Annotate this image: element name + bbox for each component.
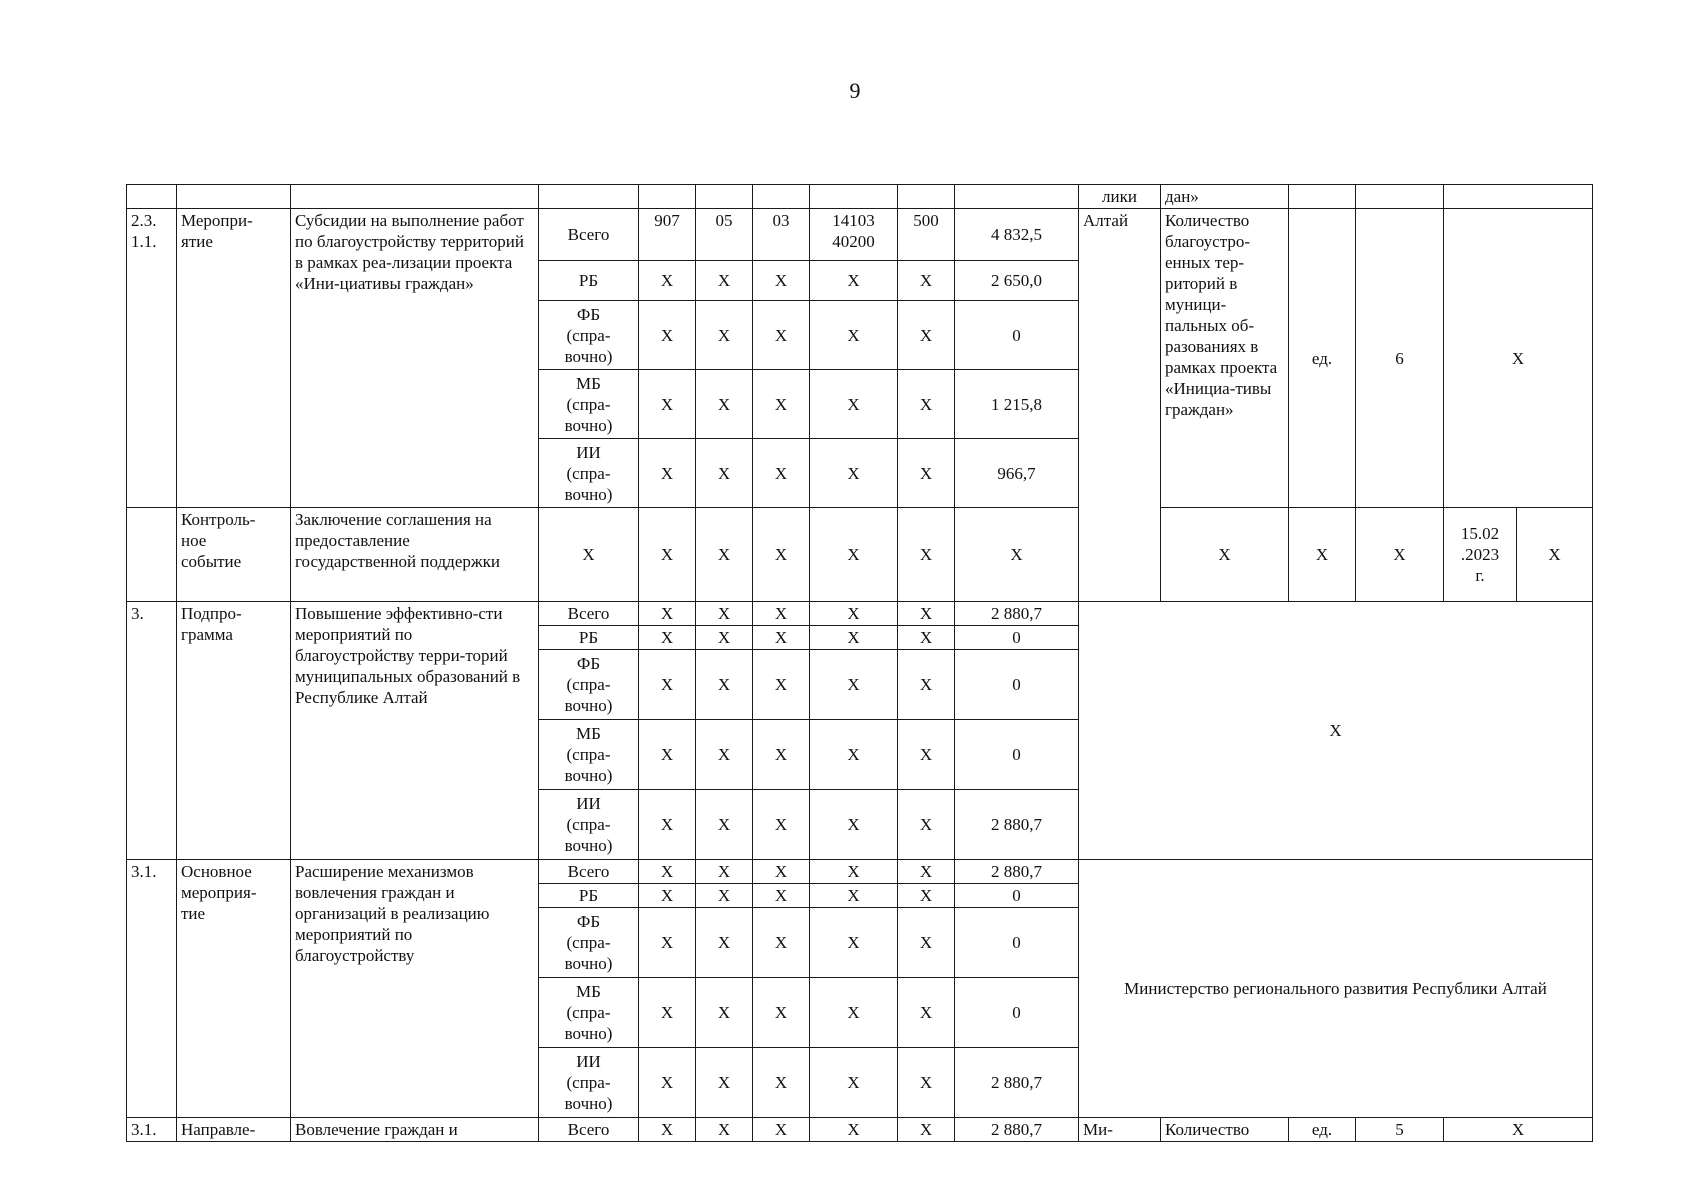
code-cell: X — [810, 790, 898, 860]
code-cell: X — [639, 626, 696, 650]
funding-source: ФБ (спра- вочно) — [539, 908, 639, 978]
funding-source: МБ (спра- вочно) — [539, 370, 639, 439]
code-cell: X — [639, 602, 696, 626]
code-cell: X — [810, 1048, 898, 1118]
funding-source: МБ (спра- вочно) — [539, 978, 639, 1048]
code-cell: X — [753, 602, 810, 626]
code-cell: X — [753, 978, 810, 1048]
code-cell: X — [810, 602, 898, 626]
table-row — [127, 602, 1593, 626]
code-cell: X — [696, 860, 753, 884]
row-type: Направле- — [177, 1118, 291, 1142]
amount: 0 — [955, 908, 1079, 978]
code-cell: X — [639, 978, 696, 1048]
code-cell: X — [898, 370, 955, 439]
code-cell: X — [639, 884, 696, 908]
indicator-continuation: дан» — [1161, 185, 1289, 209]
code-cell: X — [639, 650, 696, 720]
code-cell: X — [753, 626, 810, 650]
code-cell: X — [810, 884, 898, 908]
code-cell: X — [898, 301, 955, 370]
amount: 0 — [955, 301, 1079, 370]
code-cell: X — [696, 978, 753, 1048]
responsible-ministry: Министерство регионального развития Республики Алтай — [1079, 860, 1593, 1118]
indicator-value: X — [1356, 508, 1444, 602]
code-cell: X — [810, 508, 898, 602]
code-cell: X — [898, 261, 955, 301]
code-cell: X — [696, 720, 753, 790]
code-cell: X — [898, 860, 955, 884]
row-title: Расширение механизмов вовлечения граждан и организаций в реализацию мероприятий по благоустройству — [291, 860, 539, 1118]
code-cell: X — [810, 978, 898, 1048]
amount: 2 880,7 — [955, 1048, 1079, 1118]
code-cell: X — [898, 978, 955, 1048]
code-cell: X — [753, 860, 810, 884]
amount: 2 650,0 — [955, 261, 1079, 301]
amount: 0 — [955, 978, 1079, 1048]
code-cell: X — [753, 908, 810, 978]
code-cell: X — [810, 439, 898, 508]
code-cell: X — [898, 908, 955, 978]
funding-source: Всего — [539, 1118, 639, 1142]
code-cell: X — [753, 261, 810, 301]
merged-x: X — [1079, 602, 1593, 860]
code-target: 14103 40200 — [810, 209, 898, 261]
code-cell: X — [898, 1048, 955, 1118]
code-cell: X — [753, 508, 810, 602]
code-cell: X — [898, 884, 955, 908]
indicator-name: Количество благоустро-енных тер-риторий в муници-пальных об-разованиях в рамках проекта «Инициа-тивы граждан» — [1161, 209, 1289, 508]
row-type: Основное мероприя- тие — [177, 860, 291, 1118]
executor: Алтай — [1079, 209, 1161, 602]
indicator-name: X — [1161, 508, 1289, 602]
code-cell: X — [898, 602, 955, 626]
code-cell: X — [639, 1118, 696, 1142]
code-cell: X — [898, 650, 955, 720]
code-cell: X — [810, 650, 898, 720]
table-row — [127, 1118, 1593, 1142]
funding-source: Всего — [539, 860, 639, 884]
code-cell: X — [639, 508, 696, 602]
row-type: Подпро- грамма — [177, 602, 291, 860]
amount: 0 — [955, 720, 1079, 790]
code-cell: X — [639, 720, 696, 790]
program-table — [126, 184, 1593, 1142]
code-cell: X — [753, 301, 810, 370]
code-cell: X — [898, 626, 955, 650]
row-number: 3.1. — [127, 860, 177, 1118]
indicator-value: 6 — [1356, 209, 1444, 508]
code-cell: X — [696, 1048, 753, 1118]
row-number: 3. — [127, 602, 177, 860]
code-cell: X — [810, 626, 898, 650]
funding-source: ИИ (спра- вочно) — [539, 1048, 639, 1118]
funding-source: РБ — [539, 626, 639, 650]
code-cell: X — [810, 261, 898, 301]
code-grbs: 907 — [639, 209, 696, 261]
code-cell: X — [639, 370, 696, 439]
code-cell: X — [639, 790, 696, 860]
code-cell: X — [696, 650, 753, 720]
row-title: Субсидии на выполнение работ по благоустройству территорий в рамках реа-лизации проекта «Ини-циативы граждан» — [291, 209, 539, 508]
row-type: Меропри- ятие — [177, 209, 291, 508]
funding-source: Всего — [539, 209, 639, 261]
amount: X — [955, 508, 1079, 602]
code-cell: X — [639, 860, 696, 884]
code-subsection: 03 — [753, 209, 810, 261]
indicator-unit: ед. — [1289, 209, 1356, 508]
executor: Ми- — [1079, 1118, 1161, 1142]
funding-source: ФБ (спра- вочно) — [539, 650, 639, 720]
code-cell: X — [810, 860, 898, 884]
code-cell: X — [810, 720, 898, 790]
page-number: 9 — [849, 78, 861, 103]
indicator-unit: X — [1289, 508, 1356, 602]
funding-source: ИИ (спра- вочно) — [539, 790, 639, 860]
code-cell: X — [753, 650, 810, 720]
code-cell: X — [810, 908, 898, 978]
code-cell: X — [639, 1048, 696, 1118]
code-cell: X — [696, 602, 753, 626]
amount: 2 880,7 — [955, 602, 1079, 626]
row-type: Контроль- ное событие — [177, 508, 291, 602]
code-cell: X — [696, 439, 753, 508]
code-cell: X — [898, 790, 955, 860]
indicator-unit: ед. — [1289, 1118, 1356, 1142]
code-cell: X — [696, 908, 753, 978]
row-title: Вовлечение граждан и — [291, 1118, 539, 1142]
amount: 1 215,8 — [955, 370, 1079, 439]
code-cell: X — [753, 790, 810, 860]
amount: 4 832,5 — [955, 209, 1079, 261]
amount: 0 — [955, 650, 1079, 720]
funding-source: ФБ (спра- вочно) — [539, 301, 639, 370]
code-cell: X — [898, 508, 955, 602]
code-cell: X — [639, 908, 696, 978]
code-cell: X — [696, 508, 753, 602]
indicator-last: X — [1517, 508, 1593, 602]
executor-continuation: лики — [1079, 185, 1161, 209]
code-cell: X — [753, 370, 810, 439]
control-event-row — [127, 508, 1593, 602]
indicator-name: Количество — [1161, 1118, 1289, 1142]
funding-source: РБ — [539, 884, 639, 908]
row-title: Повышение эффективно-сти мероприятий по благоустройству терри-торий муниципальных образований в Республике Алтай — [291, 602, 539, 860]
funding-source: РБ — [539, 261, 639, 301]
row-title: Заключение соглашения на предоставление государственной поддержки — [291, 508, 539, 602]
amount: 0 — [955, 626, 1079, 650]
funding-source: Всего — [539, 602, 639, 626]
funding-source: МБ (спра- вочно) — [539, 720, 639, 790]
amount: 966,7 — [955, 439, 1079, 508]
code-section: 05 — [696, 209, 753, 261]
indicator-last: X — [1444, 1118, 1593, 1142]
code-cell: X — [753, 1048, 810, 1118]
code-cell: X — [898, 720, 955, 790]
event-date: 15.02 .2023 г. — [1444, 508, 1517, 602]
row-number: 2.3. 1.1. — [127, 209, 177, 508]
code-cell: X — [810, 1118, 898, 1142]
code-cell: X — [696, 884, 753, 908]
indicator-value: 5 — [1356, 1118, 1444, 1142]
code-cell: X — [753, 884, 810, 908]
amount: 2 880,7 — [955, 1118, 1079, 1142]
code-cell: X — [753, 439, 810, 508]
code-cell: X — [696, 626, 753, 650]
code-cell: X — [753, 1118, 810, 1142]
code-cell: X — [639, 301, 696, 370]
table-row — [127, 860, 1593, 884]
amount: 2 880,7 — [955, 790, 1079, 860]
code-cell: X — [696, 370, 753, 439]
continuation-row — [127, 185, 1593, 209]
code-cell: X — [696, 301, 753, 370]
amount: 2 880,7 — [955, 860, 1079, 884]
code-cell: X — [810, 301, 898, 370]
code-cell: X — [696, 790, 753, 860]
code-cell: X — [898, 439, 955, 508]
funding-source: ИИ (спра- вочно) — [539, 439, 639, 508]
row-number: 3.1. — [127, 1118, 177, 1142]
code-cell: X — [696, 261, 753, 301]
code-cell: X — [639, 439, 696, 508]
code-cell: X — [639, 261, 696, 301]
code-cell: X — [753, 720, 810, 790]
code-cell: X — [810, 370, 898, 439]
code-expense: 500 — [898, 209, 955, 261]
indicator-last: X — [1444, 209, 1593, 508]
table-row — [127, 209, 1593, 261]
amount: 0 — [955, 884, 1079, 908]
code-cell: X — [696, 1118, 753, 1142]
code-cell: X — [539, 508, 639, 602]
code-cell: X — [898, 1118, 955, 1142]
